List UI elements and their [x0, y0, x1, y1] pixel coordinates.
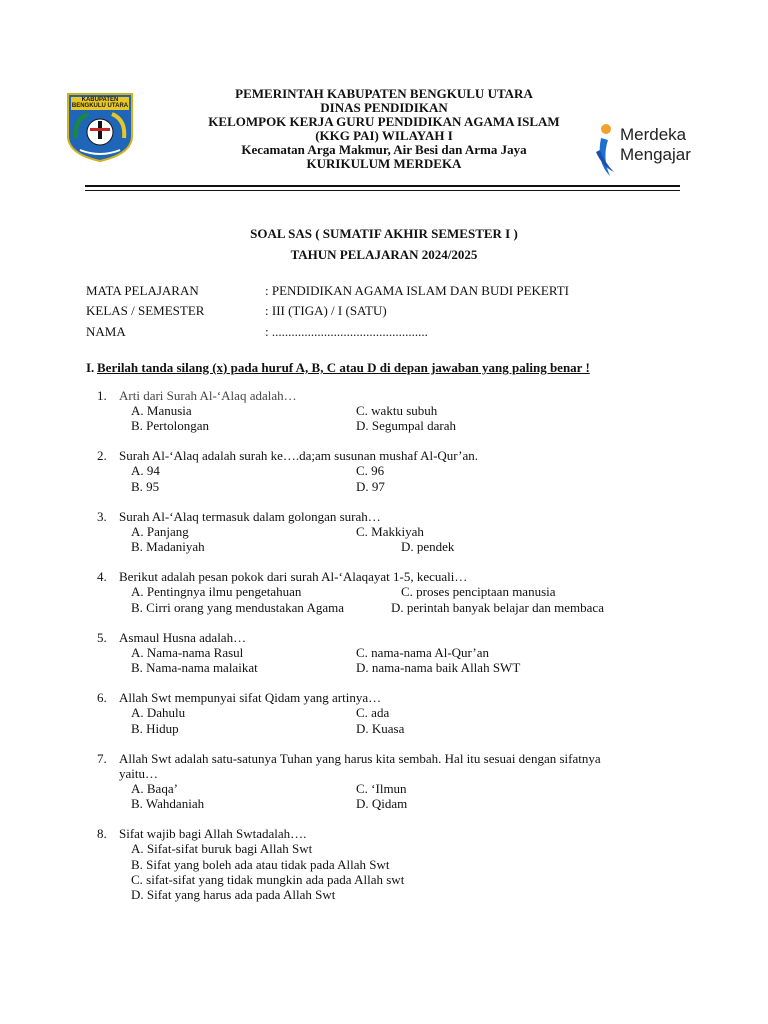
option-d: D. Segumpal darah	[356, 418, 457, 433]
question-text: Allah Swt adalah satu-satunya Tuhan yang harus kita sembah. Hal itu sesuai dengan sifatnya	[119, 751, 601, 766]
header-line-6: KURIKULUM MERDEKA	[306, 156, 462, 171]
question-number: 5.	[97, 630, 107, 645]
question-number: 3.	[97, 509, 107, 524]
option-c: C. proses penciptaan manusia	[401, 584, 556, 599]
option-c: C. waktu subuh	[356, 403, 438, 418]
info-label-subject: MATA PELAJARAN	[86, 283, 199, 298]
section-number: I.	[86, 360, 95, 375]
option-b: B. Cirri orang yang mendustakan Agama	[131, 600, 345, 615]
question-number: 6.	[97, 690, 107, 705]
question-text: Surah Al-‘Alaq adalah surah ke….da;am susunan mushaf Al-Qur’an.	[119, 448, 478, 463]
header-line-1: PEMERINTAH KABUPATEN BENGKULU UTARA	[235, 86, 533, 101]
question-text: Sifat wajib bagi Allah Swtadalah….	[119, 826, 307, 841]
header-line-4: (KKG PAI) WILAYAH I	[315, 128, 453, 143]
info-value-name: : ................................................	[265, 324, 428, 339]
info-label-class: KELAS / SEMESTER	[86, 303, 205, 318]
question-number: 8.	[97, 826, 107, 841]
question-text: Asmaul Husna adalah…	[119, 630, 247, 645]
question-number: 4.	[97, 569, 107, 584]
option-a: A. Pentingnya ilmu pengetahuan	[131, 584, 302, 599]
exam-year: TAHUN PELAJARAN 2024/2025	[290, 247, 478, 262]
info-value-subject: : PENDIDIKAN AGAMA ISLAM DAN BUDI PEKERTI	[265, 283, 569, 298]
option-c: C. ada	[356, 705, 390, 720]
info-value-class: : III (TIGA) / I (SATU)	[265, 303, 387, 318]
question-number: 7.	[97, 751, 107, 766]
exam-title: SOAL SAS ( SUMATIF AKHIR SEMESTER I )	[250, 226, 518, 241]
header-line-5: Kecamatan Arga Makmur, Air Besi dan Arma Jaya	[241, 142, 527, 157]
merdeka-mengajar-logo	[592, 122, 691, 178]
question-text: Surah Al-‘Alaq termasuk dalam golongan surah…	[119, 509, 381, 524]
merdeka-text: Merdeka	[620, 125, 687, 144]
option-d: D. Kuasa	[356, 721, 405, 736]
option-c: C. 96	[356, 463, 385, 478]
option-c: C. Makkiyah	[356, 524, 424, 539]
question-number: 2.	[97, 448, 107, 463]
emblem-text-top: KABUPATEN	[81, 97, 119, 103]
header-rule-thick	[85, 185, 680, 187]
option-b: B. Sifat yang boleh ada atau tidak pada Allah Swt	[131, 857, 390, 872]
info-label-name: NAMA	[86, 324, 126, 339]
question-text-continued: yaitu…	[119, 766, 158, 781]
question-text: Berikut adalah pesan pokok dari surah Al-‘Alaqayat 1-5, kecuali…	[119, 569, 468, 584]
option-b: B. 95	[131, 479, 160, 494]
option-b: B. Madaniyah	[131, 539, 205, 554]
option-c: C. nama-nama Al-Qur’an	[356, 645, 489, 660]
header-line-2: DINAS PENDIDIKAN	[320, 100, 448, 115]
header-rule-thin	[85, 190, 680, 191]
option-b: B. Pertolongan	[131, 418, 209, 433]
option-c: C. ‘Ilmun	[356, 781, 407, 796]
option-a: A. Dahulu	[131, 705, 186, 720]
question-number: 1.	[97, 388, 107, 403]
option-d: D. nama-nama baik Allah SWT	[356, 660, 521, 675]
option-a: A. 94	[131, 463, 160, 478]
section-instruction: Berilah tanda silang (x) pada huruf A, B, C atau D di depan jawaban yang paling benar !	[97, 360, 590, 375]
option-d: D. 97	[356, 479, 385, 494]
option-d: D. Qidam	[356, 796, 408, 811]
option-a: A. Panjang	[131, 524, 189, 539]
option-a: A. Nama-nama Rasul	[131, 645, 244, 660]
option-a: A. Baqa’	[131, 781, 178, 796]
option-a: A. Manusia	[131, 403, 192, 418]
option-d: D. pendek	[401, 539, 455, 554]
option-d: D. Sifat yang harus ada pada Allah Swt	[131, 887, 336, 902]
question-text: Allah Swt mempunyai sifat Qidam yang artinya…	[119, 690, 382, 705]
option-b: B. Nama-nama malaikat	[131, 660, 258, 675]
option-d: D. perintah banyak belajar dan membaca	[391, 600, 604, 615]
option-a: A. Sifat-sifat buruk bagi Allah Swt	[131, 841, 313, 856]
emblem-text-bottom: BENGKULU UTARA	[71, 103, 129, 109]
option-b: B. Wahdaniah	[131, 796, 205, 811]
question-text: Arti dari Surah Al-‘Alaq adalah…	[119, 388, 297, 403]
option-c: C. sifat-sifat yang tidak mungkin ada pada Allah swt	[131, 872, 405, 887]
mengajar-text: Mengajar	[620, 145, 691, 164]
header-line-3: KELOMPOK KERJA GURU PENDIDIKAN AGAMA ISLAM	[208, 114, 560, 129]
option-b: B. Hidup	[131, 721, 179, 736]
